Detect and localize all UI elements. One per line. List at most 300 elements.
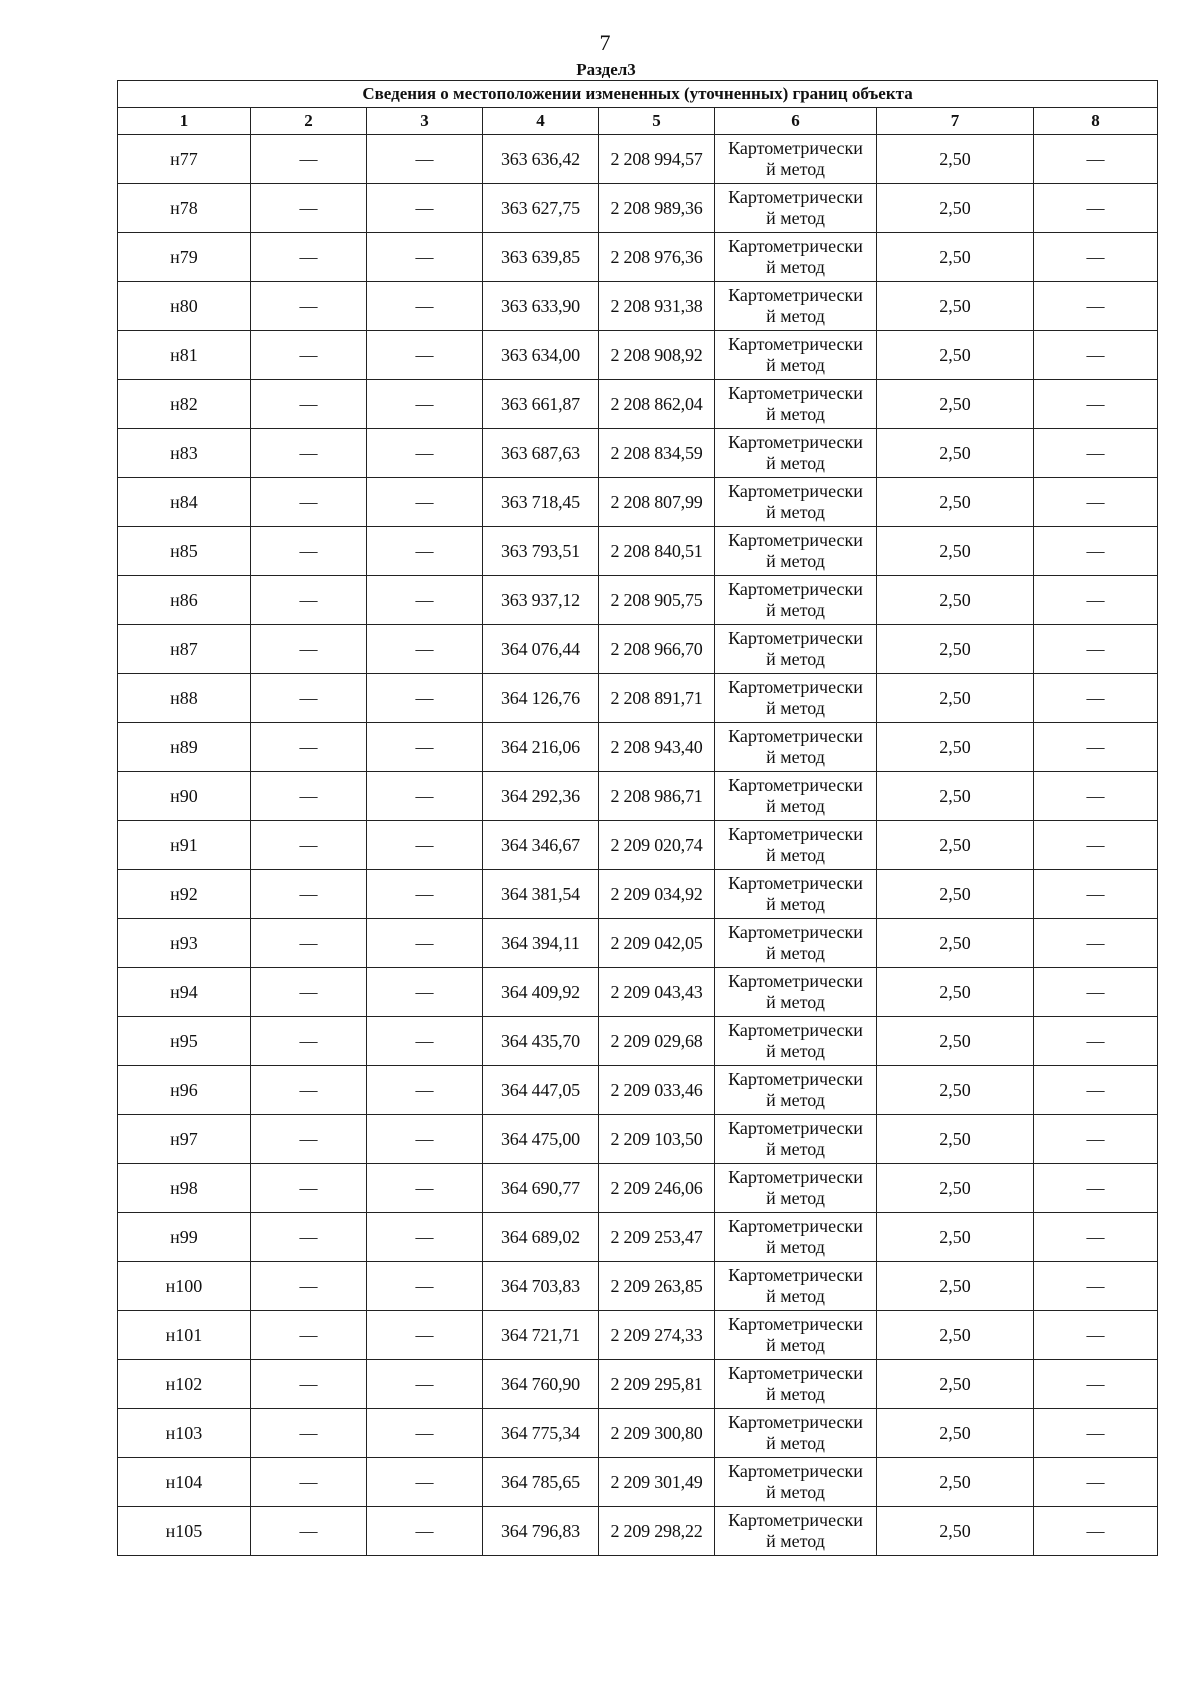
cell-accuracy: 2,50 [877, 625, 1034, 674]
cell-method [715, 1066, 877, 1115]
cell-col3: — [367, 1409, 483, 1458]
cell-point-id: н77 [118, 135, 251, 184]
cell-y-coordinate: 2 209 103,50 [599, 1115, 715, 1164]
method-line-1: Картометрически [728, 726, 863, 746]
method-line-1: Картометрически [728, 138, 863, 158]
cell-col2: — [251, 1458, 367, 1507]
cell-point-id: н96 [118, 1066, 251, 1115]
cell-accuracy: 2,50 [877, 1507, 1034, 1556]
cell-col3: — [367, 1017, 483, 1066]
cell-method [715, 1458, 877, 1507]
cell-point-id: н99 [118, 1213, 251, 1262]
cell-col3: — [367, 1311, 483, 1360]
cell-col3: — [367, 968, 483, 1017]
cell-point-id: н83 [118, 429, 251, 478]
cell-col2: — [251, 1115, 367, 1164]
column-header-1: 1 [118, 108, 251, 135]
cell-point-id: н91 [118, 821, 251, 870]
cell-point-id: н79 [118, 233, 251, 282]
cell-y-coordinate: 2 209 274,33 [599, 1311, 715, 1360]
column-header-6: 6 [715, 108, 877, 135]
table-row [118, 919, 1158, 968]
method-line-2: й метод [766, 208, 825, 228]
cell-point-id: н81 [118, 331, 251, 380]
cell-col3: — [367, 184, 483, 233]
cell-x-coordinate: 364 721,71 [483, 1311, 599, 1360]
cell-col8: — [1034, 1164, 1158, 1213]
table-row [118, 380, 1158, 429]
cell-accuracy: 2,50 [877, 527, 1034, 576]
cell-col2: — [251, 1360, 367, 1409]
method-line-1: Картометрически [728, 1020, 863, 1040]
cell-point-id: н93 [118, 919, 251, 968]
cell-point-id: н103 [118, 1409, 251, 1458]
cell-col8: — [1034, 1360, 1158, 1409]
method-line-1: Картометрически [728, 285, 863, 305]
cell-method [715, 1164, 877, 1213]
method-line-2: й метод [766, 1286, 825, 1306]
cell-method [715, 1017, 877, 1066]
method-line-2: й метод [766, 1090, 825, 1110]
table-body [118, 135, 1158, 1556]
cell-method [715, 527, 877, 576]
cell-y-coordinate: 2 208 986,71 [599, 772, 715, 821]
cell-col3: — [367, 1066, 483, 1115]
cell-col2: — [251, 1066, 367, 1115]
method-line-2: й метод [766, 649, 825, 669]
cell-col8: — [1034, 135, 1158, 184]
cell-col3: — [367, 674, 483, 723]
cell-y-coordinate: 2 209 300,80 [599, 1409, 715, 1458]
table-row [118, 331, 1158, 380]
method-line-2: й метод [766, 992, 825, 1012]
cell-accuracy: 2,50 [877, 870, 1034, 919]
method-line-2: й метод [766, 502, 825, 522]
cell-x-coordinate: 364 447,05 [483, 1066, 599, 1115]
cell-method [715, 821, 877, 870]
cell-accuracy: 2,50 [877, 1360, 1034, 1409]
method-line-1: Картометрически [728, 971, 863, 991]
method-line-2: й метод [766, 306, 825, 326]
method-line-2: й метод [766, 551, 825, 571]
method-line-1: Картометрически [728, 1510, 863, 1530]
cell-method [715, 1311, 877, 1360]
cell-col2: — [251, 821, 367, 870]
method-line-2: й метод [766, 894, 825, 914]
cell-col3: — [367, 576, 483, 625]
cell-col3: — [367, 870, 483, 919]
table-row [118, 968, 1158, 1017]
table-row [118, 282, 1158, 331]
method-line-2: й метод [766, 600, 825, 620]
cell-y-coordinate: 2 209 033,46 [599, 1066, 715, 1115]
cell-y-coordinate: 2 208 989,36 [599, 184, 715, 233]
table-row [118, 1458, 1158, 1507]
cell-y-coordinate: 2 209 298,22 [599, 1507, 715, 1556]
method-line-2: й метод [766, 257, 825, 277]
method-line-1: Картометрически [728, 1412, 863, 1432]
cell-x-coordinate: 364 126,76 [483, 674, 599, 723]
cell-method [715, 674, 877, 723]
cell-y-coordinate: 2 208 891,71 [599, 674, 715, 723]
cell-col3: — [367, 233, 483, 282]
cell-accuracy: 2,50 [877, 282, 1034, 331]
cell-accuracy: 2,50 [877, 821, 1034, 870]
cell-col3: — [367, 772, 483, 821]
cell-col8: — [1034, 576, 1158, 625]
cell-accuracy: 2,50 [877, 380, 1034, 429]
table-row [118, 625, 1158, 674]
table-row [118, 478, 1158, 527]
method-line-1: Картометрически [728, 824, 863, 844]
method-line-1: Картометрически [728, 579, 863, 599]
cell-col3: — [367, 1213, 483, 1262]
cell-point-id: н94 [118, 968, 251, 1017]
cell-x-coordinate: 364 775,34 [483, 1409, 599, 1458]
table-caption: Сведения о местоположении измененных (уточненных) границ объекта [118, 81, 1158, 108]
cell-col3: — [367, 1360, 483, 1409]
method-line-1: Картометрически [728, 1363, 863, 1383]
cell-y-coordinate: 2 209 253,47 [599, 1213, 715, 1262]
cell-x-coordinate: 363 634,00 [483, 331, 599, 380]
cell-accuracy: 2,50 [877, 1311, 1034, 1360]
cell-y-coordinate: 2 209 029,68 [599, 1017, 715, 1066]
cell-y-coordinate: 2 208 908,92 [599, 331, 715, 380]
cell-y-coordinate: 2 209 042,05 [599, 919, 715, 968]
cell-accuracy: 2,50 [877, 968, 1034, 1017]
table-row [118, 674, 1158, 723]
cell-y-coordinate: 2 208 994,57 [599, 135, 715, 184]
boundary-coordinates-table [117, 80, 1158, 1556]
cell-x-coordinate: 364 703,83 [483, 1262, 599, 1311]
table-row [118, 184, 1158, 233]
cell-accuracy: 2,50 [877, 1115, 1034, 1164]
cell-accuracy: 2,50 [877, 1458, 1034, 1507]
cell-method [715, 135, 877, 184]
method-line-1: Картометрически [728, 873, 863, 893]
cell-point-id: н92 [118, 870, 251, 919]
cell-point-id: н105 [118, 1507, 251, 1556]
cell-accuracy: 2,50 [877, 1409, 1034, 1458]
cell-method [715, 919, 877, 968]
cell-y-coordinate: 2 208 862,04 [599, 380, 715, 429]
cell-col8: — [1034, 331, 1158, 380]
method-line-1: Картометрически [728, 677, 863, 697]
cell-accuracy: 2,50 [877, 478, 1034, 527]
column-header-8: 8 [1034, 108, 1158, 135]
cell-col2: — [251, 1409, 367, 1458]
cell-y-coordinate: 2 208 931,38 [599, 282, 715, 331]
method-line-1: Картометрически [728, 1265, 863, 1285]
cell-col2: — [251, 478, 367, 527]
table-row [118, 772, 1158, 821]
method-line-2: й метод [766, 1237, 825, 1257]
cell-y-coordinate: 2 208 840,51 [599, 527, 715, 576]
cell-accuracy: 2,50 [877, 723, 1034, 772]
cell-col3: — [367, 1262, 483, 1311]
method-line-2: й метод [766, 845, 825, 865]
cell-y-coordinate: 2 209 295,81 [599, 1360, 715, 1409]
cell-col2: — [251, 576, 367, 625]
cell-accuracy: 2,50 [877, 233, 1034, 282]
cell-col3: — [367, 478, 483, 527]
cell-col3: — [367, 527, 483, 576]
cell-accuracy: 2,50 [877, 429, 1034, 478]
cell-col8: — [1034, 674, 1158, 723]
table-row [118, 1115, 1158, 1164]
cell-col2: — [251, 527, 367, 576]
cell-x-coordinate: 363 793,51 [483, 527, 599, 576]
cell-method [715, 968, 877, 1017]
table-row [118, 1311, 1158, 1360]
table-row [118, 723, 1158, 772]
cell-col2: — [251, 723, 367, 772]
cell-y-coordinate: 2 208 905,75 [599, 576, 715, 625]
cell-x-coordinate: 363 639,85 [483, 233, 599, 282]
method-line-2: й метод [766, 698, 825, 718]
cell-point-id: н82 [118, 380, 251, 429]
table-row [118, 870, 1158, 919]
method-line-2: й метод [766, 1188, 825, 1208]
cell-col3: — [367, 625, 483, 674]
cell-point-id: н78 [118, 184, 251, 233]
method-line-1: Картометрически [728, 1216, 863, 1236]
method-line-2: й метод [766, 159, 825, 179]
table-row [118, 1017, 1158, 1066]
method-line-1: Картометрически [728, 1314, 863, 1334]
table-row [118, 527, 1158, 576]
cell-col3: — [367, 429, 483, 478]
method-line-2: й метод [766, 355, 825, 375]
cell-accuracy: 2,50 [877, 1017, 1034, 1066]
cell-col8: — [1034, 968, 1158, 1017]
cell-method [715, 331, 877, 380]
method-line-1: Картометрически [728, 481, 863, 501]
cell-col8: — [1034, 821, 1158, 870]
cell-y-coordinate: 2 209 263,85 [599, 1262, 715, 1311]
cell-col8: — [1034, 527, 1158, 576]
method-line-1: Картометрически [728, 236, 863, 256]
cell-col3: — [367, 135, 483, 184]
column-number-row [118, 108, 1158, 135]
cell-col2: — [251, 135, 367, 184]
cell-y-coordinate: 2 208 966,70 [599, 625, 715, 674]
method-line-2: й метод [766, 1531, 825, 1551]
column-header-7: 7 [877, 108, 1034, 135]
method-line-2: й метод [766, 1139, 825, 1159]
method-line-1: Картометрически [728, 1461, 863, 1481]
method-line-1: Картометрически [728, 775, 863, 795]
cell-col8: — [1034, 772, 1158, 821]
table-row [118, 429, 1158, 478]
cell-col3: — [367, 380, 483, 429]
cell-col2: — [251, 919, 367, 968]
cell-x-coordinate: 364 689,02 [483, 1213, 599, 1262]
cell-point-id: н104 [118, 1458, 251, 1507]
cell-accuracy: 2,50 [877, 919, 1034, 968]
cell-col8: — [1034, 1017, 1158, 1066]
cell-y-coordinate: 2 208 807,99 [599, 478, 715, 527]
method-line-1: Картометрически [728, 334, 863, 354]
cell-y-coordinate: 2 209 043,43 [599, 968, 715, 1017]
cell-col2: — [251, 233, 367, 282]
cell-method [715, 380, 877, 429]
cell-col2: — [251, 1507, 367, 1556]
cell-x-coordinate: 364 292,36 [483, 772, 599, 821]
method-line-2: й метод [766, 1482, 825, 1502]
method-line-2: й метод [766, 1433, 825, 1453]
method-line-1: Картометрически [728, 1167, 863, 1187]
cell-col2: — [251, 968, 367, 1017]
cell-method [715, 282, 877, 331]
cell-method [715, 233, 877, 282]
cell-x-coordinate: 364 796,83 [483, 1507, 599, 1556]
cell-col3: — [367, 282, 483, 331]
cell-method [715, 870, 877, 919]
cell-x-coordinate: 364 216,06 [483, 723, 599, 772]
cell-point-id: н85 [118, 527, 251, 576]
cell-col8: — [1034, 870, 1158, 919]
cell-col2: — [251, 1262, 367, 1311]
method-line-2: й метод [766, 1335, 825, 1355]
cell-point-id: н102 [118, 1360, 251, 1409]
cell-y-coordinate: 2 208 834,59 [599, 429, 715, 478]
method-line-2: й метод [766, 1041, 825, 1061]
cell-point-id: н84 [118, 478, 251, 527]
cell-point-id: н87 [118, 625, 251, 674]
cell-col3: — [367, 821, 483, 870]
cell-accuracy: 2,50 [877, 184, 1034, 233]
cell-x-coordinate: 364 690,77 [483, 1164, 599, 1213]
method-line-1: Картометрически [728, 530, 863, 550]
cell-method [715, 1115, 877, 1164]
table-row [118, 233, 1158, 282]
table-row [118, 1507, 1158, 1556]
table-row [118, 135, 1158, 184]
cell-x-coordinate: 363 687,63 [483, 429, 599, 478]
cell-x-coordinate: 363 627,75 [483, 184, 599, 233]
method-line-1: Картометрически [728, 1118, 863, 1138]
cell-accuracy: 2,50 [877, 674, 1034, 723]
cell-accuracy: 2,50 [877, 1164, 1034, 1213]
method-line-1: Картометрически [728, 922, 863, 942]
cell-point-id: н89 [118, 723, 251, 772]
method-line-2: й метод [766, 796, 825, 816]
cell-x-coordinate: 364 076,44 [483, 625, 599, 674]
method-line-1: Картометрически [728, 628, 863, 648]
cell-point-id: н95 [118, 1017, 251, 1066]
cell-col8: — [1034, 723, 1158, 772]
cell-accuracy: 2,50 [877, 1066, 1034, 1115]
cell-col3: — [367, 919, 483, 968]
cell-y-coordinate: 2 208 976,36 [599, 233, 715, 282]
table-row [118, 1066, 1158, 1115]
cell-col8: — [1034, 1262, 1158, 1311]
cell-col8: — [1034, 1213, 1158, 1262]
cell-y-coordinate: 2 209 301,49 [599, 1458, 715, 1507]
cell-point-id: н86 [118, 576, 251, 625]
cell-point-id: н80 [118, 282, 251, 331]
cell-y-coordinate: 2 209 020,74 [599, 821, 715, 870]
cell-x-coordinate: 364 435,70 [483, 1017, 599, 1066]
cell-col8: — [1034, 1409, 1158, 1458]
cell-col3: — [367, 1164, 483, 1213]
cell-method [715, 1213, 877, 1262]
cell-col8: — [1034, 233, 1158, 282]
cell-x-coordinate: 363 633,90 [483, 282, 599, 331]
cell-col2: — [251, 1311, 367, 1360]
cell-accuracy: 2,50 [877, 1213, 1034, 1262]
cell-method [715, 429, 877, 478]
cell-point-id: н97 [118, 1115, 251, 1164]
method-line-1: Картометрически [728, 187, 863, 207]
method-line-2: й метод [766, 1384, 825, 1404]
cell-col8: — [1034, 380, 1158, 429]
method-line-1: Картометрически [728, 432, 863, 452]
cell-col2: — [251, 282, 367, 331]
cell-x-coordinate: 364 381,54 [483, 870, 599, 919]
cell-point-id: н88 [118, 674, 251, 723]
cell-col2: — [251, 625, 367, 674]
cell-x-coordinate: 364 785,65 [483, 1458, 599, 1507]
cell-method [715, 1409, 877, 1458]
cell-col8: — [1034, 478, 1158, 527]
cell-col2: — [251, 1213, 367, 1262]
cell-col3: — [367, 723, 483, 772]
table-row [118, 1262, 1158, 1311]
cell-col8: — [1034, 1066, 1158, 1115]
table-row [118, 821, 1158, 870]
method-line-2: й метод [766, 404, 825, 424]
cell-y-coordinate: 2 208 943,40 [599, 723, 715, 772]
method-line-1: Картометрически [728, 1069, 863, 1089]
cell-point-id: н98 [118, 1164, 251, 1213]
cell-col2: — [251, 674, 367, 723]
cell-x-coordinate: 364 760,90 [483, 1360, 599, 1409]
cell-x-coordinate: 364 409,92 [483, 968, 599, 1017]
cell-x-coordinate: 363 661,87 [483, 380, 599, 429]
cell-col2: — [251, 380, 367, 429]
cell-x-coordinate: 363 718,45 [483, 478, 599, 527]
cell-x-coordinate: 364 394,11 [483, 919, 599, 968]
table-row [118, 1409, 1158, 1458]
cell-col8: — [1034, 1311, 1158, 1360]
cell-col2: — [251, 772, 367, 821]
column-header-2: 2 [251, 108, 367, 135]
cell-col2: — [251, 1164, 367, 1213]
cell-method [715, 478, 877, 527]
cell-col8: — [1034, 625, 1158, 674]
cell-col2: — [251, 429, 367, 478]
cell-col8: — [1034, 184, 1158, 233]
cell-col2: — [251, 1017, 367, 1066]
cell-method [715, 576, 877, 625]
cell-col3: — [367, 1458, 483, 1507]
cell-method [715, 625, 877, 674]
cell-point-id: н90 [118, 772, 251, 821]
cell-method [715, 1360, 877, 1409]
cell-col3: — [367, 1115, 483, 1164]
cell-method [715, 723, 877, 772]
cell-col8: — [1034, 429, 1158, 478]
cell-col8: — [1034, 919, 1158, 968]
cell-method [715, 1262, 877, 1311]
page-number: 7 [599, 30, 611, 55]
column-header-3: 3 [367, 108, 483, 135]
table-row [118, 1360, 1158, 1409]
cell-accuracy: 2,50 [877, 135, 1034, 184]
cell-accuracy: 2,50 [877, 331, 1034, 380]
